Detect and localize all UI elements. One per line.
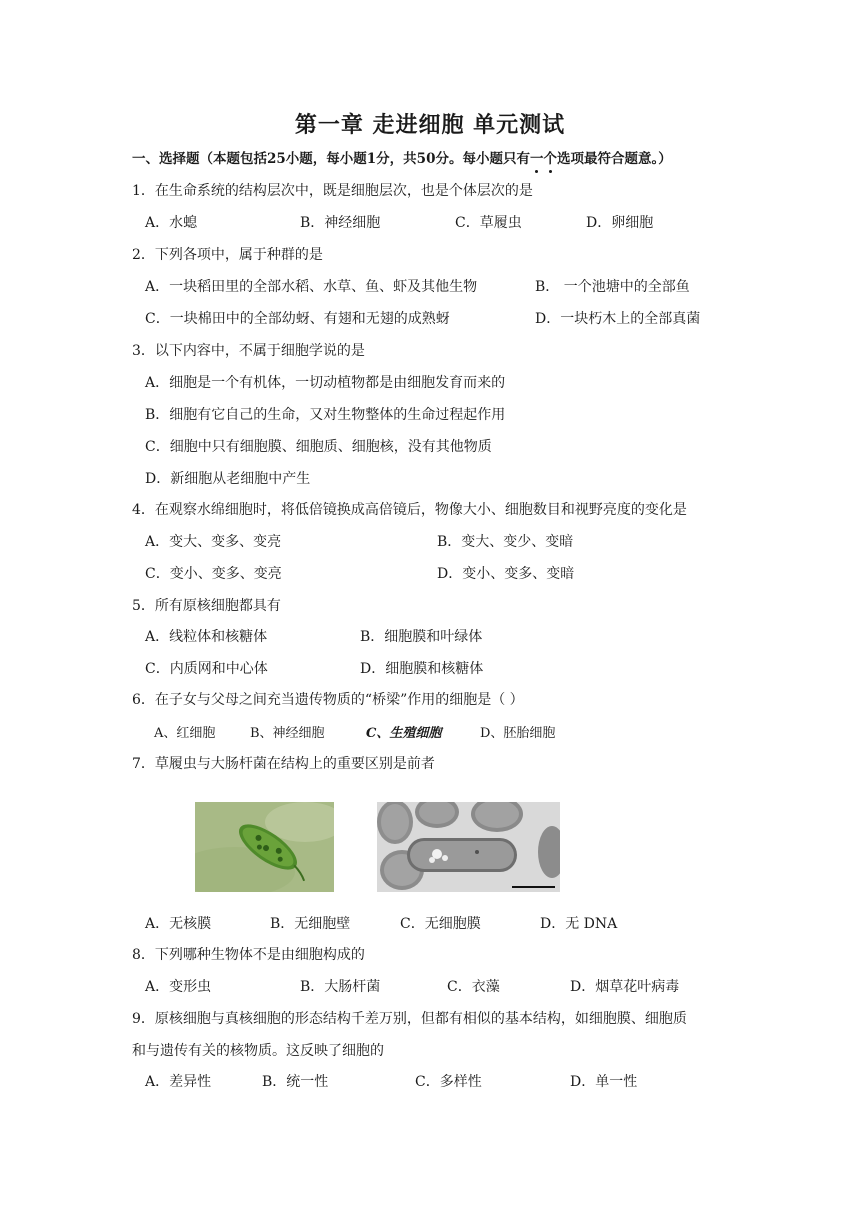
q9-option-a: A．差异性 [145, 1074, 212, 1090]
q4-option-b: B．变大、变少、变暗 [437, 534, 574, 550]
paramecium-photo [195, 802, 334, 892]
q2-option-a: A．一块稻田里的全部水稻、水草、鱼、虾及其他生物 [145, 279, 478, 295]
q2-option-d: D．一块朽木上的全部真菌 [535, 311, 701, 327]
q9-option-b: B．统一性 [262, 1074, 329, 1090]
paramecium-illustration [195, 802, 334, 892]
question-6-stem: 6．在子女与父母之间充当遗传物质的“桥梁”作用的细胞是（ ） [132, 692, 524, 708]
q5-option-a: A．线粒体和核糖体 [145, 629, 268, 645]
q4-option-d: D．变小、变多、变暗 [437, 566, 575, 582]
q3-option-a: A．细胞是一个有机体，一切动植物都是由细胞发育而来的 [145, 375, 506, 391]
q5-option-c: C．内质网和中心体 [145, 661, 268, 677]
q9-option-c: C．多样性 [415, 1074, 482, 1090]
question-8-stem: 8．下列哪种生物体不是由细胞构成的 [132, 947, 365, 963]
q1-option-d: D．卵细胞 [586, 215, 654, 231]
section-heading [132, 147, 672, 167]
question-1-stem: 1．在生命系统的结构层次中，既是细胞层次，也是个体层次的是 [132, 183, 533, 199]
question-5-stem: 5．所有原核细胞都具有 [132, 598, 281, 614]
q2-option-b: B． 一个池塘中的全部鱼 [535, 279, 690, 295]
section-text-part2: 选项最符合题意。） [556, 151, 672, 167]
section-text-part1: 一、选择题（本题包括25小题，每小题1分，共50分。每小题只有 [132, 151, 530, 167]
q8-option-a: A．变形虫 [145, 979, 212, 995]
q7-option-a: A．无核膜 [145, 916, 212, 932]
q1-option-a: A．水螅 [145, 215, 198, 231]
page-title: 第一章 走进细胞 单元测试 [294, 112, 566, 138]
emphasis-dot-char-2: 个 [543, 151, 557, 167]
emphasis-dot-char-1: 一 [529, 151, 544, 167]
q6-option-b: B、神经细胞 [250, 726, 325, 741]
q7-option-c: C．无细胞膜 [400, 916, 481, 932]
q7-option-d: D．无 DNA [540, 916, 618, 932]
q3-option-b: B．细胞有它自己的生命，又对生物整体的生命过程起作用 [145, 407, 506, 423]
q1-option-c: C．草履虫 [455, 215, 522, 231]
q8-option-c: C．衣藻 [447, 979, 500, 995]
q5-option-b: B．细胞膜和叶绿体 [360, 629, 483, 645]
q6-option-d: D、胚胎细胞 [480, 726, 556, 741]
q2-option-c: C．一块棉田中的全部幼蚜、有翅和无翅的成熟蚜 [145, 311, 450, 327]
q9-option-d: D．单一性 [570, 1074, 638, 1090]
question-7-stem: 7．草履虫与大肠杆菌在结构上的重要区别是前者 [132, 756, 435, 772]
q8-option-d: D．烟草花叶病毒 [570, 979, 680, 995]
q5-option-d: D．细胞膜和核糖体 [360, 661, 484, 677]
q4-option-a: A．变大、变多、变亮 [145, 534, 282, 550]
question-9-stem-line2: 和与遗传有关的核物质。这反映了细胞的 [132, 1043, 384, 1059]
e-coli-micrograph [377, 802, 560, 892]
q6-option-c: C、生殖细胞 [366, 726, 442, 741]
q6-option-a: A、红细胞 [154, 726, 216, 741]
q3-option-c: C．细胞中只有细胞膜、细胞质、细胞核，没有其他物质 [145, 439, 492, 455]
question-4-stem: 4．在观察水绵细胞时，将低倍镜换成高倍镜后，物像大小、细胞数目和视野亮度的变化是 [132, 502, 687, 518]
question-3-stem: 3．以下内容中，不属于细胞学说的是 [132, 343, 365, 359]
q1-option-b: B．神经细胞 [300, 215, 381, 231]
question-9-stem-line1: 9．原核细胞与真核细胞的形态结构千差万别，但都有相似的基本结构，如细胞膜、细胞质 [132, 1011, 687, 1027]
e-coli-illustration [377, 802, 560, 892]
question-2-stem: 2．下列各项中，属于种群的是 [132, 247, 323, 263]
q7-option-b: B．无细胞壁 [270, 916, 351, 932]
q4-option-c: C．变小、变多、变亮 [145, 566, 282, 582]
q8-option-b: B．大肠杆菌 [300, 979, 381, 995]
q3-option-d: D．新细胞从老细胞中产生 [145, 471, 311, 487]
